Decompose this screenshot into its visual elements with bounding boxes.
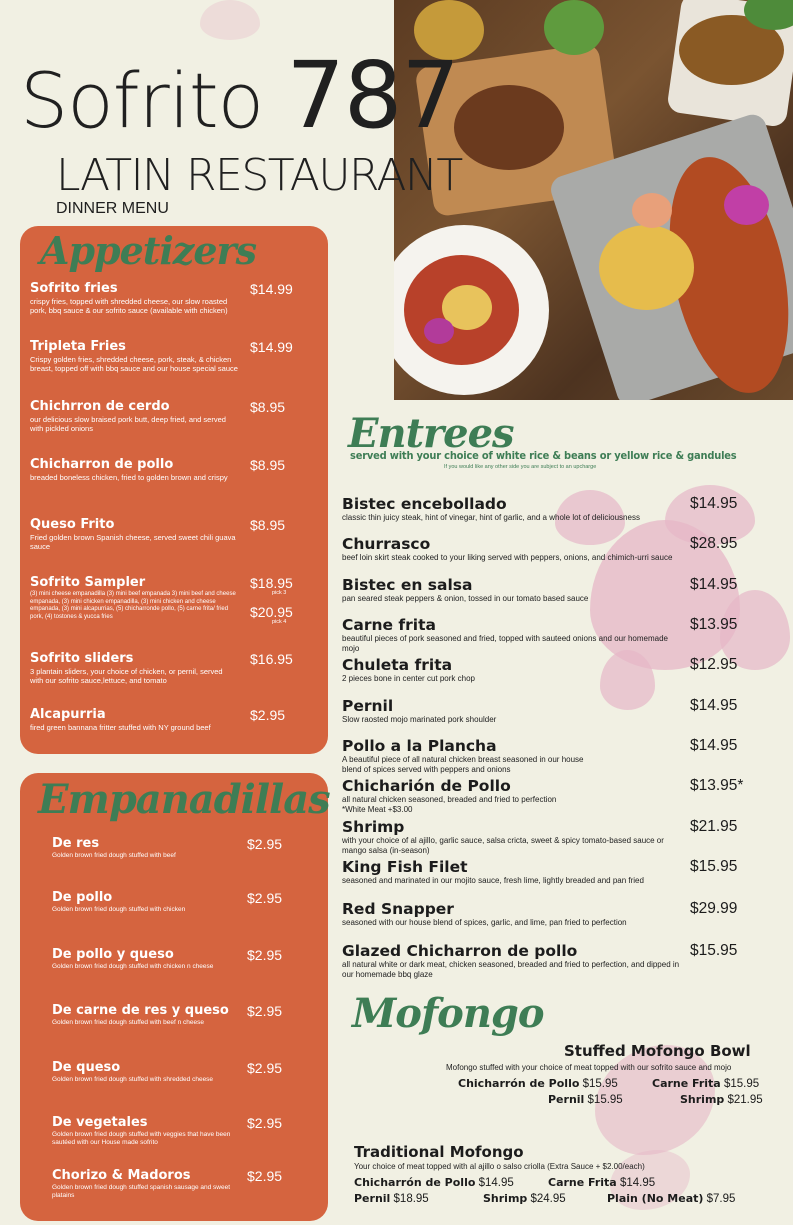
restaurant-name: Sofrito 787	[20, 42, 459, 149]
entree-item	[342, 858, 762, 886]
item-desc: seasoned and marinated in our mojito sauce, fresh lime, lightly breaded and pan fried	[342, 876, 644, 885]
item-name: Sofrito Sampler	[30, 575, 146, 590]
menu-item	[30, 517, 320, 552]
item-name: Bistec en salsa	[342, 576, 473, 594]
menu-item	[52, 947, 322, 971]
empanadillas-heading: Empanadillas	[38, 776, 330, 823]
item-name: Chicharron de pollo	[30, 457, 174, 472]
item-price: $14.95	[690, 737, 738, 754]
item-price: $2.95	[247, 890, 283, 906]
menu-item	[52, 1003, 322, 1027]
entrees-heading: Entrees	[348, 410, 514, 457]
item-name: Red Snapper	[342, 900, 454, 918]
item-desc: our delicious slow braised pork butt, deep fried, and served with pickled onions	[30, 415, 226, 434]
menu-item	[30, 281, 320, 316]
item-price: $12.95	[690, 656, 738, 673]
item-name: Sofrito fries	[30, 281, 118, 296]
item-price: $2.95	[250, 707, 286, 723]
item-name: Chuleta frita	[342, 656, 453, 674]
menu-item	[30, 707, 320, 732]
item-desc: Fried golden brown Spanish cheese, served sweet chili guava sauce	[30, 533, 236, 552]
entree-item	[342, 576, 762, 604]
menu-item	[52, 1060, 322, 1084]
item-desc: fired green bannana fritter stuffed with NY ground beef	[30, 723, 211, 732]
menu-item	[52, 1168, 322, 1200]
entrees-subheading: served with your choice of white rice & beans or yellow rice & gandules	[350, 449, 737, 462]
menu-item	[30, 575, 320, 625]
item-price: $21.95	[690, 818, 738, 835]
item-price-alt: $20.95	[250, 604, 293, 620]
item-name: De res	[52, 836, 100, 851]
item-price: $2.95	[247, 836, 283, 852]
item-name: De vegetales	[52, 1115, 148, 1130]
item-name: Carne frita	[342, 616, 436, 634]
menu-item	[30, 457, 320, 482]
item-name: Pernil	[342, 697, 394, 715]
item-price: $13.95*	[690, 777, 744, 794]
item-price: $15.95	[690, 858, 738, 875]
entree-item	[342, 900, 762, 928]
stuffed-mofongo-title: Stuffed Mofongo Bowl	[564, 1042, 751, 1060]
mofongo-option: Chicharrón de Pollo $14.95	[354, 1176, 514, 1189]
item-pick-note: pick 3	[272, 590, 287, 596]
item-price: $8.95	[250, 517, 286, 533]
menu-item	[52, 1115, 322, 1147]
entree-item	[342, 616, 762, 655]
item-name: Bistec encebollado	[342, 495, 507, 513]
item-price: $2.95	[247, 1060, 283, 1076]
item-name: Churrasco	[342, 535, 431, 553]
menu-item	[30, 399, 320, 434]
restaurant-number: 787	[286, 42, 459, 149]
item-desc: with your choice of al ajillo, garlic sauce, salsa cricta, sweet & spicy tomato-based sauce or mango salsa (in-season)	[342, 836, 664, 856]
traditional-mofongo-title: Traditional Mofongo	[354, 1143, 524, 1161]
entree-item	[342, 737, 762, 776]
item-desc: Golden brown fried dough stuffed with beef n cheese	[52, 1019, 205, 1026]
item-price: $14.95	[690, 495, 738, 512]
item-price: $16.95	[250, 651, 293, 667]
item-desc: A beautiful piece of all natural chicken breast seasoned in our house blend of spices served with peppers and onions	[342, 755, 584, 775]
item-name: Tripleta Fries	[30, 339, 126, 354]
item-price: $8.95	[250, 399, 286, 415]
menu-label: DINNER MENU	[56, 200, 169, 217]
palm-leaf-decoration	[200, 0, 260, 40]
item-name: Alcapurria	[30, 707, 106, 722]
item-desc: Golden brown fried dough stuffed with chicken	[52, 906, 186, 913]
menu-item	[52, 890, 322, 914]
item-price: $28.95	[690, 535, 738, 552]
item-desc: Golden brown fried dough stuffed spanish sausage and sweet platains	[52, 1184, 231, 1200]
entree-item	[342, 777, 762, 816]
item-name: Glazed Chicharron de pollo	[342, 942, 578, 960]
item-name: Shrimp	[342, 818, 405, 836]
item-desc: beef loin skirt steak cooked to your liking served with peppers, onions, and chimich-urri sauce	[342, 553, 673, 562]
item-price: $18.95	[250, 575, 293, 591]
entree-item	[342, 942, 762, 981]
menu-item	[52, 836, 322, 860]
item-desc: classic thin juicy steak, hint of vinegar, hint of garlic, and a whole lot of deliciousness	[342, 513, 640, 522]
item-desc: Slow raosted mojo marinated pork shoulder	[342, 715, 497, 724]
item-name: Chorizo & Madoros	[52, 1168, 191, 1183]
item-name: King Fish Filet	[342, 858, 468, 876]
item-desc: (3) mini cheese empanadilla (3) mini beef empanada 3) mini beef and cheese empanada, (3) mini chicken empanadilla, (3) mini chicken and cheese empanada, (3) mini alcapurrias, (5) chicharronde pollo, (5) carne frita/ fried pork, (4) tostones & yucca fries	[30, 591, 236, 620]
item-name: Queso Frito	[30, 517, 115, 532]
mofongo-option: Carne Frita $14.95	[548, 1176, 656, 1189]
item-price: $2.95	[247, 1115, 283, 1131]
menu-item	[30, 651, 320, 686]
mofongo-heading: Mofongo	[352, 990, 544, 1037]
entree-item	[342, 818, 762, 857]
restaurant-subtitle: LATIN RESTAURANT	[56, 150, 462, 201]
mofongo-option: Pernil $18.95	[354, 1192, 429, 1205]
mofongo-option: Pernil $15.95	[548, 1093, 623, 1106]
item-desc: beautiful pieces of pork seasoned and fried, topped with sauteed onions and our homemade mojo	[342, 634, 668, 654]
mofongo-option: Chicharrón de Pollo $15.95	[458, 1077, 618, 1090]
item-desc: pan seared steak peppers & onion, tossed in our tomato based sauce	[342, 594, 589, 603]
item-price: $13.95	[690, 616, 738, 633]
item-price: $14.95	[690, 697, 738, 714]
stuffed-mofongo-desc: Mofongo stuffed with your choice of meat topped with our sofrito sauce and mojo	[446, 1063, 732, 1072]
item-name: Chicharión de Pollo	[342, 777, 511, 795]
item-price: $14.99	[250, 281, 293, 297]
item-name: Pollo a la Plancha	[342, 737, 497, 755]
item-pick-note: pick 4	[272, 619, 287, 625]
entrees-note: If you would like any other side you are subject to an upcharge	[444, 464, 597, 470]
item-desc: Golden brown fried dough stuffed with beef	[52, 852, 176, 859]
menu-item	[30, 339, 320, 374]
item-price: $14.99	[250, 339, 293, 355]
item-price: $2.95	[247, 1168, 283, 1184]
item-price: $8.95	[250, 457, 286, 473]
mofongo-option: Shrimp $24.95	[483, 1192, 566, 1205]
item-name: Chichrron de cerdo	[30, 399, 170, 414]
item-desc: crispy fries, topped with shredded cheese, our slow roasted pork, bbq sauce & our sofrito sauce (available with chicken)	[30, 297, 228, 316]
item-price: $14.95	[690, 576, 738, 593]
entree-item	[342, 656, 762, 684]
appetizers-heading: Appetizers	[40, 228, 256, 273]
item-price: $15.95	[690, 942, 738, 959]
entree-item	[342, 535, 762, 563]
item-desc: seasoned with our house blend of spices, garlic, and lime, pan fried to perfection	[342, 918, 627, 927]
item-desc: Golden brown fried dough stuffed with veggies that have been sautéed with our House made sofrito	[52, 1131, 231, 1147]
item-desc: Crispy golden fries, shredded cheese, pork, steak, & chicken breast, topped off with bbq sauce and our house special sauce	[30, 355, 238, 374]
mofongo-option: Carne Frita $15.95	[652, 1077, 760, 1090]
item-name: De pollo	[52, 890, 113, 905]
entree-item	[342, 697, 762, 725]
item-desc-extra: *White Meat +$3.00	[342, 805, 413, 815]
traditional-mofongo-desc: Your choice of meat topped with al ajillo o salso criolla (Extra Sauce + $2.00/each)	[354, 1162, 645, 1171]
item-price: $29.99	[690, 900, 738, 917]
item-name: De queso	[52, 1060, 121, 1075]
item-desc: 3 plantain sliders, your choice of chicken, or pernil, served with our sofrito sauce,lettuce, and tomato	[30, 667, 223, 686]
item-price: $2.95	[247, 947, 283, 963]
item-desc: breaded boneless chicken, fried to golden brown and crispy	[30, 473, 228, 482]
item-price: $2.95	[247, 1003, 283, 1019]
item-name: Sofrito sliders	[30, 651, 134, 666]
mofongo-option: Plain (No Meat) $7.95	[607, 1192, 736, 1205]
item-desc: all natural white or dark meat, chicken seasoned, breaded and fried to perfection, and dipped in our homemade bbq glaze	[342, 960, 680, 980]
item-desc: Golden brown fried dough stuffed with shredded cheese	[52, 1076, 214, 1083]
item-name: De carne de res y queso	[52, 1003, 229, 1018]
mofongo-option: Shrimp $21.95	[680, 1093, 763, 1106]
item-desc: all natural chicken seasoned, breaded and fried to perfection	[342, 795, 557, 804]
item-desc: 2 pieces bone in center cut pork chop	[342, 674, 475, 683]
entree-item	[342, 495, 762, 523]
item-name: De pollo y queso	[52, 947, 174, 962]
item-desc: Golden brown fried dough stuffed with chicken n cheese	[52, 963, 214, 970]
